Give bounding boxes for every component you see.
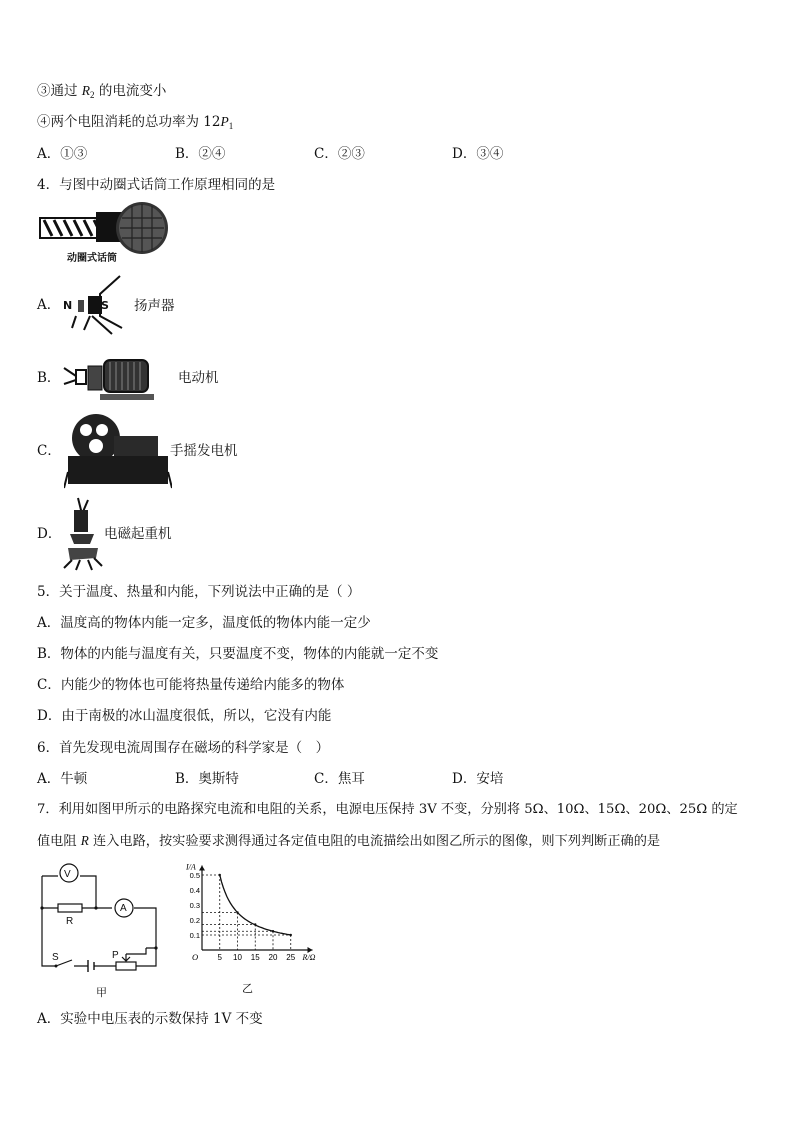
q3-option-a[interactable]: A．①③ — [37, 146, 88, 162]
y-tick-label: 0.2 — [189, 916, 200, 925]
q4-stem: 4．与图中动圈式话筒工作原理相同的是 — [37, 177, 276, 193]
x-tick-label: 10 — [233, 953, 242, 962]
resistor-label: R — [66, 916, 74, 927]
q7-option-a[interactable]: A．实验中电压表的示数保持 1V 不变 — [37, 1011, 263, 1027]
x-tick-label: 5 — [217, 953, 222, 962]
voltmeter-label: V — [64, 869, 71, 880]
graph-caption: 乙 — [242, 982, 253, 995]
rheostat-symbol — [116, 962, 136, 970]
q3-option-c[interactable]: C．②③ — [314, 146, 365, 162]
x-axis-label: R/Ω — [302, 953, 316, 962]
q7-stem-line-2: 值电阻 R 连入电路，按实验要求测得通过各定值电阻的电流描绘出如图乙所示的图像，则下列判断正确的是 — [37, 833, 661, 849]
microphone-caption: 动圈式话筒 — [67, 253, 117, 264]
q5-stem: 5．关于温度、热量和内能，下列说法中正确的是（ ） — [37, 584, 361, 600]
switch-label: S — [52, 952, 59, 963]
q6-option-c[interactable]: C．焦耳 — [314, 771, 365, 787]
ammeter-label: A — [120, 903, 127, 914]
q5-option-b[interactable]: B．物体的内能与温度有关，只要温度不变，物体的内能就一定不变 — [37, 646, 439, 662]
q3-item-4: ④两个电阻消耗的总功率为 $12P_1$ — [37, 114, 234, 131]
speaker-figure — [62, 272, 132, 342]
generator-label: 手摇发电机 — [170, 443, 238, 459]
x-tick-label: 25 — [286, 953, 296, 962]
y-tick-label: 0.5 — [189, 871, 200, 880]
q5-option-d[interactable]: D．由于南极的冰山温度很低，所以，它没有内能 — [37, 708, 332, 724]
q3-option-d[interactable]: D．③④ — [452, 146, 504, 162]
x-tick-label: 20 — [268, 953, 278, 962]
data-point — [236, 911, 238, 913]
origin-label: O — [192, 952, 199, 962]
motor-figure — [62, 354, 162, 404]
circuit-caption: 甲 — [96, 986, 107, 999]
battery-symbol — [88, 960, 94, 972]
speaker-pole-n: N — [63, 299, 73, 312]
q3-option-b[interactable]: B．②④ — [175, 146, 226, 162]
resistor-symbol — [58, 904, 82, 912]
y-tick-label: 0.4 — [189, 886, 200, 895]
data-point — [219, 874, 221, 876]
data-point — [290, 934, 292, 936]
q4-option-b-letter[interactable]: B． — [37, 370, 61, 386]
q6-option-a[interactable]: A．牛顿 — [37, 771, 88, 787]
q5-option-a[interactable]: A．温度高的物体内能一定多，温度低的物体内能一定少 — [37, 615, 371, 631]
motor-label: 电动机 — [178, 370, 219, 386]
q4-option-c-letter[interactable]: C． — [37, 443, 61, 459]
q4-option-d-letter[interactable]: D． — [37, 526, 62, 542]
data-point — [272, 930, 274, 932]
speaker-label: 扬声器 — [134, 298, 175, 314]
y-axis-label: I/A — [186, 862, 196, 872]
current-resistance-graph — [178, 862, 328, 966]
data-point — [254, 923, 256, 925]
y-axis-arrow — [199, 866, 205, 871]
electromagnetic-crane-figure — [58, 496, 108, 572]
slider-label: P — [112, 950, 119, 961]
q7-stem-line-1: 7．利用如图甲所示的电路探究电流和电阻的关系，电源电压保持 3V 不变，分别将 5Ω、10Ω、15Ω、20Ω、25Ω 的定 — [37, 802, 738, 817]
hand-generator-figure — [64, 410, 172, 490]
q4-option-a-letter[interactable]: A． — [37, 297, 61, 313]
q5-option-c[interactable]: C．内能少的物体也可能将热量传递给内能多的物体 — [37, 677, 345, 693]
x-tick-label: 15 — [250, 953, 260, 962]
q6-option-b[interactable]: B．奥斯特 — [175, 771, 239, 787]
y-tick-label: 0.1 — [189, 931, 200, 940]
y-tick-label: 0.3 — [189, 901, 200, 910]
speaker-pole-s: S — [101, 299, 109, 312]
q6-option-d[interactable]: D．安培 — [452, 771, 504, 787]
crane-label: 电磁起重机 — [104, 526, 172, 542]
q3-item-3: ③通过 $R_2$ 的电流变小 — [37, 83, 167, 100]
q6-stem: 6．首先发现电流周围存在磁场的科学家是（ ） — [37, 740, 330, 756]
